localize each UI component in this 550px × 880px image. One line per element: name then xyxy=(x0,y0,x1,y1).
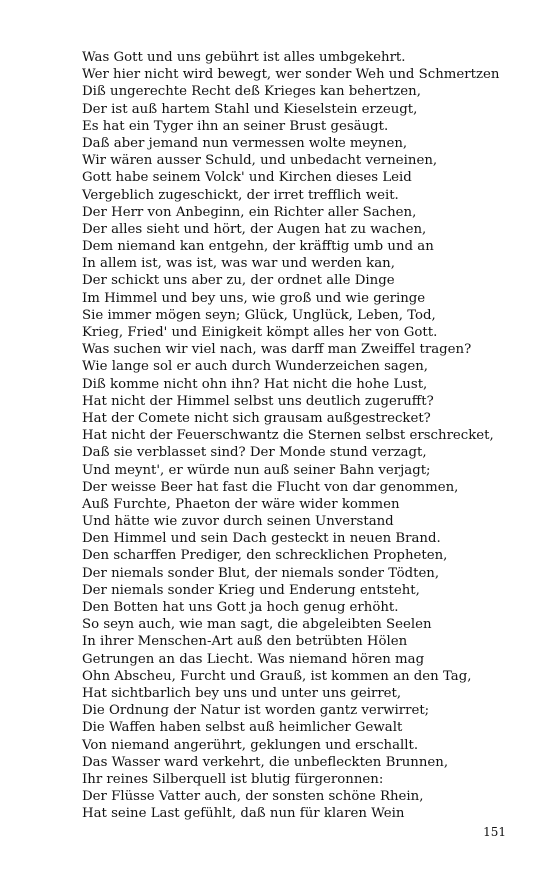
poem-line: Diß ungerechte Recht deß Krieges kan behertzen, xyxy=(82,84,421,100)
poem-line: Vergeblich zugeschickt, der irret trefflich weit. xyxy=(82,187,399,203)
poem-line: Ohn Abscheu, Furcht und Grauß, ist kommen an den Tag, xyxy=(82,668,472,684)
poem-line: Hat nicht der Feuerschwantz die Sternen selbst erschrecket, xyxy=(82,428,494,444)
poem-line: Den Botten hat uns Gott ja hoch genug erhöht. xyxy=(82,600,399,615)
poem-line: Hat seine Last gefühlt, daß nun für klaren Wein xyxy=(82,806,405,822)
poem-line: Was Gott und uns gebührt ist alles umbgekehrt. xyxy=(82,50,406,65)
poem-line: Das Wasser ward verkehrt, die unbefleckten Brunnen, xyxy=(82,754,449,770)
poem-line: Daß aber jemand nun vermessen wolte meynen, xyxy=(82,135,408,151)
poem-line: Wir wären ausser Schuld, und unbedacht verneinen, xyxy=(82,153,438,169)
poem-line: Es hat ein Tyger ihn an seiner Brust gesäugt. xyxy=(82,118,389,134)
poem-line: Auß Furchte, Phaeton der wäre wider kommen xyxy=(82,496,400,512)
poem-line: Gott habe seinem Volck' und Kirchen dieses Leid xyxy=(82,170,412,186)
poem-line: Von niemand angerührt, geklungen und erschallt. xyxy=(82,737,419,753)
poem-line: Hat der Comete nicht sich grausam außgestrecket? xyxy=(82,410,431,426)
poem-line: Wie lange sol er auch durch Wunderzeichen sagen, xyxy=(82,359,429,375)
poem-line: Wer hier nicht wird bewegt, wer sonder Weh und Schmertzen xyxy=(82,67,500,83)
poem-line: Den scharffen Prediger, den schrecklichen Propheten, xyxy=(82,548,448,564)
poem-line: Der weisse Beer hat fast die Flucht von dar genommen, xyxy=(82,479,459,495)
poem-line: In allem ist, was ist, was war und werden kan, xyxy=(82,256,395,272)
poem-line: Die Waffen haben selbst auß heimlicher Gewalt xyxy=(82,720,403,736)
poem-line: Krieg, Fried' und Einigkeit kömpt alles her von Gott. xyxy=(82,325,438,340)
poem-line: Der Flüsse Vatter auch, der sonsten schöne Rhein, xyxy=(82,789,424,805)
poem-line: Was suchen wir viel nach, was darff man Zweiffel tragen? xyxy=(82,342,472,358)
poem-line: Die Ordnung der Natur ist worden gantz verwirret; xyxy=(82,703,430,719)
poem-line: Den Himmel und sein Dach gesteckt in neuen Brand. xyxy=(82,531,441,547)
poem-line: Sie immer mögen seyn; Glück, Unglück, Leben, Tod, xyxy=(82,307,436,323)
poem-line: Der ist auß hartem Stahl und Kieselstein erzeugt, xyxy=(82,101,418,117)
poem-line: In ihrer Menschen-Art auß den betrübten Hölen xyxy=(82,634,408,650)
poem-line: Getrungen an das Liecht. Was niemand hören mag xyxy=(82,651,425,667)
poem-line: Der alles sieht und hört, der Augen hat zu wachen, xyxy=(82,221,427,237)
poem-line: Im Himmel und bey uns, wie groß und wie geringe xyxy=(82,290,426,306)
poem-line: Ihr reines Silberquell ist blutig fürgeronnen: xyxy=(82,771,384,787)
poem-line: Daß sie verblasset sind? Der Monde stund verzagt, xyxy=(82,445,427,461)
poem-line: Der niemals sonder Blut, der niemals sonder Tödten, xyxy=(82,565,440,581)
poem-line: Und hätte wie zuvor durch seinen Unverstand xyxy=(82,514,394,530)
page-number: 151 xyxy=(483,825,506,839)
poem-text xyxy=(82,49,532,822)
poem-line: Diß komme nicht ohn ihn? Hat nicht die hohe Lust, xyxy=(82,376,428,392)
poem-line: Der niemals sonder Krieg und Enderung entsteht, xyxy=(82,582,420,598)
poem-line: Dem niemand kan entgehn, der kräfftig umb und an xyxy=(82,239,434,255)
poem-line: Der schickt uns aber zu, der ordnet alle Dinge xyxy=(82,273,395,289)
poem-line: Hat sichtbarlich bey uns und unter uns geirret, xyxy=(82,685,402,701)
poem-line: Und meynt', er würde nun auß seiner Bahn verjagt; xyxy=(82,462,431,478)
poem-line: So seyn auch, wie man sagt, die abgeleibten Seelen xyxy=(82,617,432,633)
poem-line: Hat nicht der Himmel selbst uns deutlich zugerufft? xyxy=(82,393,434,409)
poem-line: Der Herr von Anbeginn, ein Richter aller Sachen, xyxy=(82,204,417,220)
